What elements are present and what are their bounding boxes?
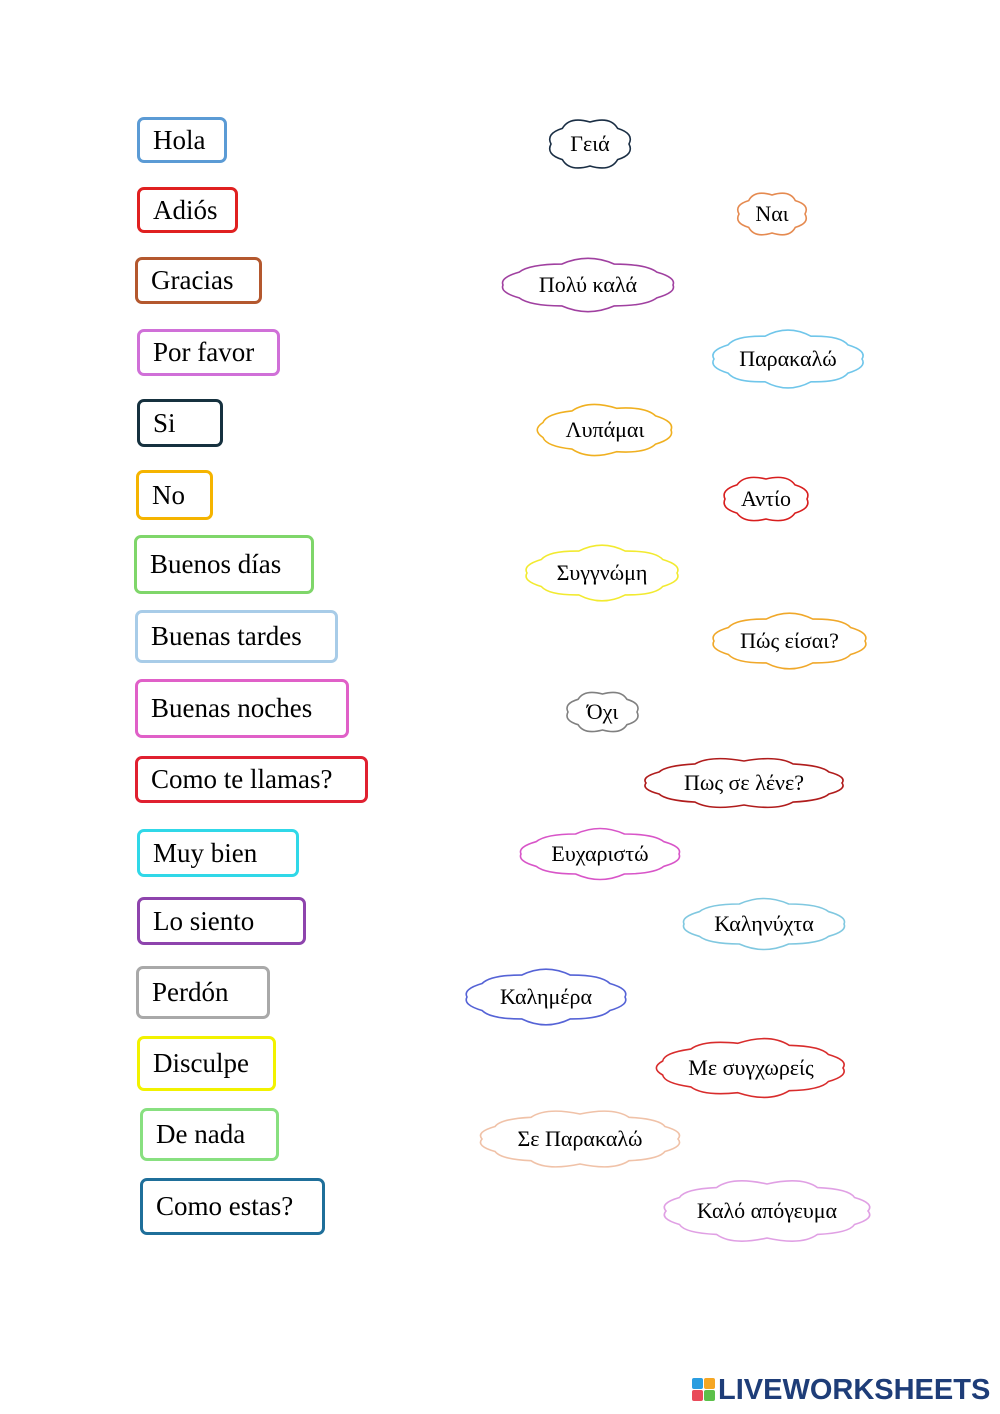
greek-term-cloud[interactable] — [564, 690, 641, 734]
greek-term-cloud[interactable] — [499, 259, 677, 311]
greek-term-cloud[interactable] — [655, 1039, 847, 1097]
greek-term-cloud[interactable] — [721, 475, 811, 523]
spanish-term-box[interactable] — [137, 399, 223, 447]
greek-term-cloud[interactable] — [517, 829, 683, 879]
greek-term-label: Πώς είσαι? — [740, 628, 839, 653]
greek-term-label: Σε Παρακαλώ — [517, 1126, 643, 1151]
brand-name: LIVEWORKSHEETS — [718, 1373, 991, 1406]
spanish-term-box[interactable] — [135, 610, 338, 663]
greek-term-cloud[interactable] — [547, 118, 633, 170]
greek-term-label: Ναι — [755, 201, 789, 226]
greek-term-label: Αντίο — [741, 486, 791, 511]
spanish-term-label: Buenos días — [150, 549, 282, 579]
spanish-term-label: Como te llamas? — [151, 764, 333, 794]
greek-term-cloud[interactable] — [662, 1180, 872, 1242]
spanish-term-label: Buenas noches — [151, 693, 313, 723]
greek-term-label: Καλημέρα — [499, 984, 593, 1009]
spanish-term-label: Buenas tardes — [151, 621, 302, 651]
spanish-term-box[interactable] — [135, 679, 349, 738]
liveworksheets-logo-icon — [692, 1378, 716, 1402]
greek-term-label: Παρακαλώ — [739, 346, 837, 371]
greek-term-label: Ευχαριστώ — [551, 841, 649, 866]
spanish-term-label: No — [152, 479, 185, 510]
spanish-term-label: Por favor — [153, 337, 255, 367]
greek-term-label: Λυπάμαι — [565, 417, 645, 442]
spanish-term-label: Si — [153, 407, 176, 438]
greek-term-cloud[interactable] — [710, 614, 869, 668]
spanish-term-box[interactable] — [137, 117, 227, 163]
greek-term-label: Καλό απόγευμα — [696, 1198, 838, 1223]
greek-term-label: Γειά — [570, 131, 610, 156]
greek-term-cloud[interactable] — [463, 970, 629, 1024]
spanish-term-box[interactable] — [137, 329, 280, 376]
spanish-term-label: Como estas? — [156, 1191, 294, 1221]
spanish-term-box[interactable] — [137, 1036, 276, 1091]
greek-term-cloud[interactable] — [523, 546, 681, 600]
spanish-term-label: Gracias — [151, 265, 234, 295]
greek-term-label: Καληνύχτα — [714, 911, 814, 936]
liveworksheets-brand — [692, 1372, 990, 1408]
greek-term-label: Συγγνώμη — [556, 560, 648, 585]
greek-term-label: Όχι — [586, 699, 619, 724]
spanish-term-box[interactable] — [137, 187, 238, 233]
spanish-term-label: Lo siento — [153, 905, 255, 936]
greek-term-cloud[interactable] — [535, 404, 675, 456]
spanish-term-label: Perdón — [152, 977, 229, 1007]
spanish-term-label: De nada — [156, 1119, 246, 1149]
spanish-term-box[interactable] — [137, 897, 306, 945]
greek-term-cloud[interactable] — [710, 331, 866, 387]
spanish-term-label: Disculpe — [153, 1048, 249, 1078]
greek-term-label: Με συγχωρείς — [688, 1055, 814, 1080]
spanish-term-label: Muy bien — [153, 837, 258, 868]
greek-term-label: Πως σε λένε? — [683, 770, 805, 795]
greek-term-cloud[interactable] — [680, 899, 848, 949]
spanish-term-label: Hola — [153, 124, 206, 155]
greek-term-cloud[interactable] — [642, 757, 846, 809]
greek-term-label: Πολύ καλά — [538, 272, 638, 297]
spanish-term-box[interactable] — [140, 1108, 279, 1161]
spanish-term-box[interactable] — [135, 257, 262, 304]
spanish-term-box[interactable] — [135, 756, 368, 803]
greek-term-cloud[interactable] — [478, 1110, 682, 1168]
spanish-term-label: Adiós — [153, 194, 218, 225]
spanish-term-box[interactable] — [136, 470, 213, 520]
spanish-term-box[interactable] — [137, 829, 299, 877]
spanish-term-box[interactable] — [134, 535, 314, 594]
spanish-term-box[interactable] — [140, 1178, 325, 1235]
spanish-term-box[interactable] — [136, 966, 270, 1019]
greek-term-cloud[interactable] — [735, 191, 809, 237]
